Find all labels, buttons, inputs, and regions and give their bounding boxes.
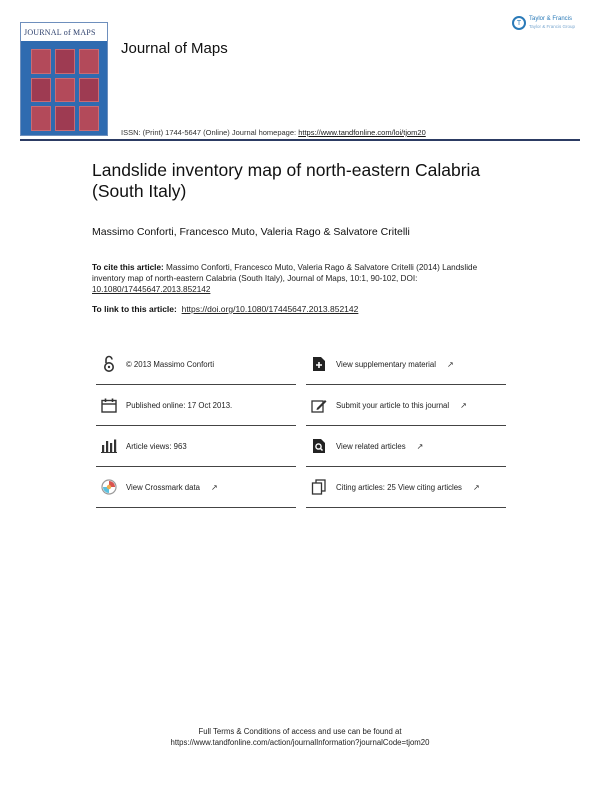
bar-chart-icon: [100, 439, 118, 453]
submit-link[interactable]: Submit your article to this journal: [336, 400, 450, 410]
citing-cell[interactable]: [306, 467, 506, 508]
copyright-text: © 2013 Massimo Conforti: [126, 359, 215, 369]
cover-masthead: JOURNAL of MAPS: [21, 23, 107, 41]
external-link-icon: ↗: [472, 482, 480, 492]
journal-cover-image: [20, 22, 108, 136]
cite-text: Massimo Conforti, Francesco Muto, Valeria Rago & Salvatore Critelli (2014) Landslide inventory map of north-eastern Calabria (South Italy), Journal of Maps, 10:1, 90-102, DOI:: [92, 263, 478, 283]
external-link-icon: ↗: [446, 359, 454, 369]
views-cell: [96, 426, 296, 467]
cover-map-grid: [31, 49, 99, 131]
calendar-icon: [100, 398, 118, 413]
header-divider: [20, 139, 580, 141]
crossmark-cell[interactable]: [96, 467, 296, 508]
external-link-icon: ↗: [416, 441, 424, 451]
crossmark-link[interactable]: View Crossmark data: [126, 482, 200, 492]
external-link-icon: ↗: [210, 482, 218, 492]
supplementary-link[interactable]: View supplementary material: [336, 359, 436, 369]
publisher-logo: [512, 16, 575, 30]
supplementary-cell[interactable]: [306, 344, 506, 385]
citing-link[interactable]: Citing articles: 25 View citing articles: [336, 482, 462, 492]
copyright-cell: [96, 344, 296, 385]
citation-block: [92, 262, 512, 295]
related-cell[interactable]: [306, 426, 506, 467]
copy-documents-icon: [310, 479, 328, 495]
publisher-logo-icon: T: [512, 16, 526, 30]
footer: [0, 726, 600, 748]
open-access-icon: [100, 355, 118, 373]
published-cell: [96, 385, 296, 426]
publisher-logo-subtext: Taylor & Francis Group: [529, 24, 576, 29]
related-link[interactable]: View related articles: [336, 441, 406, 451]
views-text: Article views: 963: [126, 441, 187, 451]
article-authors: Massimo Conforti, Francesco Muto, Valeria Rago & Salvatore Critelli: [92, 226, 410, 238]
edit-icon: [310, 398, 328, 413]
doi-link[interactable]: 10.1080/17445647.2013.852142: [92, 285, 211, 294]
journal-title: Journal of Maps: [121, 40, 228, 57]
article-title: Landslide inventory map of north-eastern Calabria (South Italy): [92, 160, 481, 201]
article-info-grid: [96, 344, 506, 508]
submit-cell[interactable]: [306, 385, 506, 426]
article-link[interactable]: https://doi.org/10.1080/17445647.2013.852142: [181, 304, 359, 314]
search-document-icon: [310, 438, 328, 454]
footer-terms-text: Full Terms & Conditions of access and use can be found at: [198, 727, 402, 736]
external-link-icon: ↗: [460, 400, 467, 410]
file-plus-icon: [310, 356, 328, 372]
crossmark-icon: [100, 479, 118, 495]
link-row: [92, 304, 358, 314]
issn-line: [121, 128, 426, 137]
link-label: To link to this article:: [92, 304, 177, 314]
published-text: Published online: 17 Oct 2013.: [126, 400, 233, 410]
cite-label: To cite this article:: [92, 263, 164, 272]
publisher-logo-text: Taylor & Francis: [529, 16, 573, 22]
footer-terms-link[interactable]: https://www.tandfonline.com/action/journalInformation?journalCode=tjom20: [170, 738, 430, 747]
issn-text: ISSN: (Print) 1744-5647 (Online) Journal homepage:: [121, 128, 299, 137]
journal-homepage-link[interactable]: https://www.tandfonline.com/loi/tjom20: [298, 128, 426, 137]
